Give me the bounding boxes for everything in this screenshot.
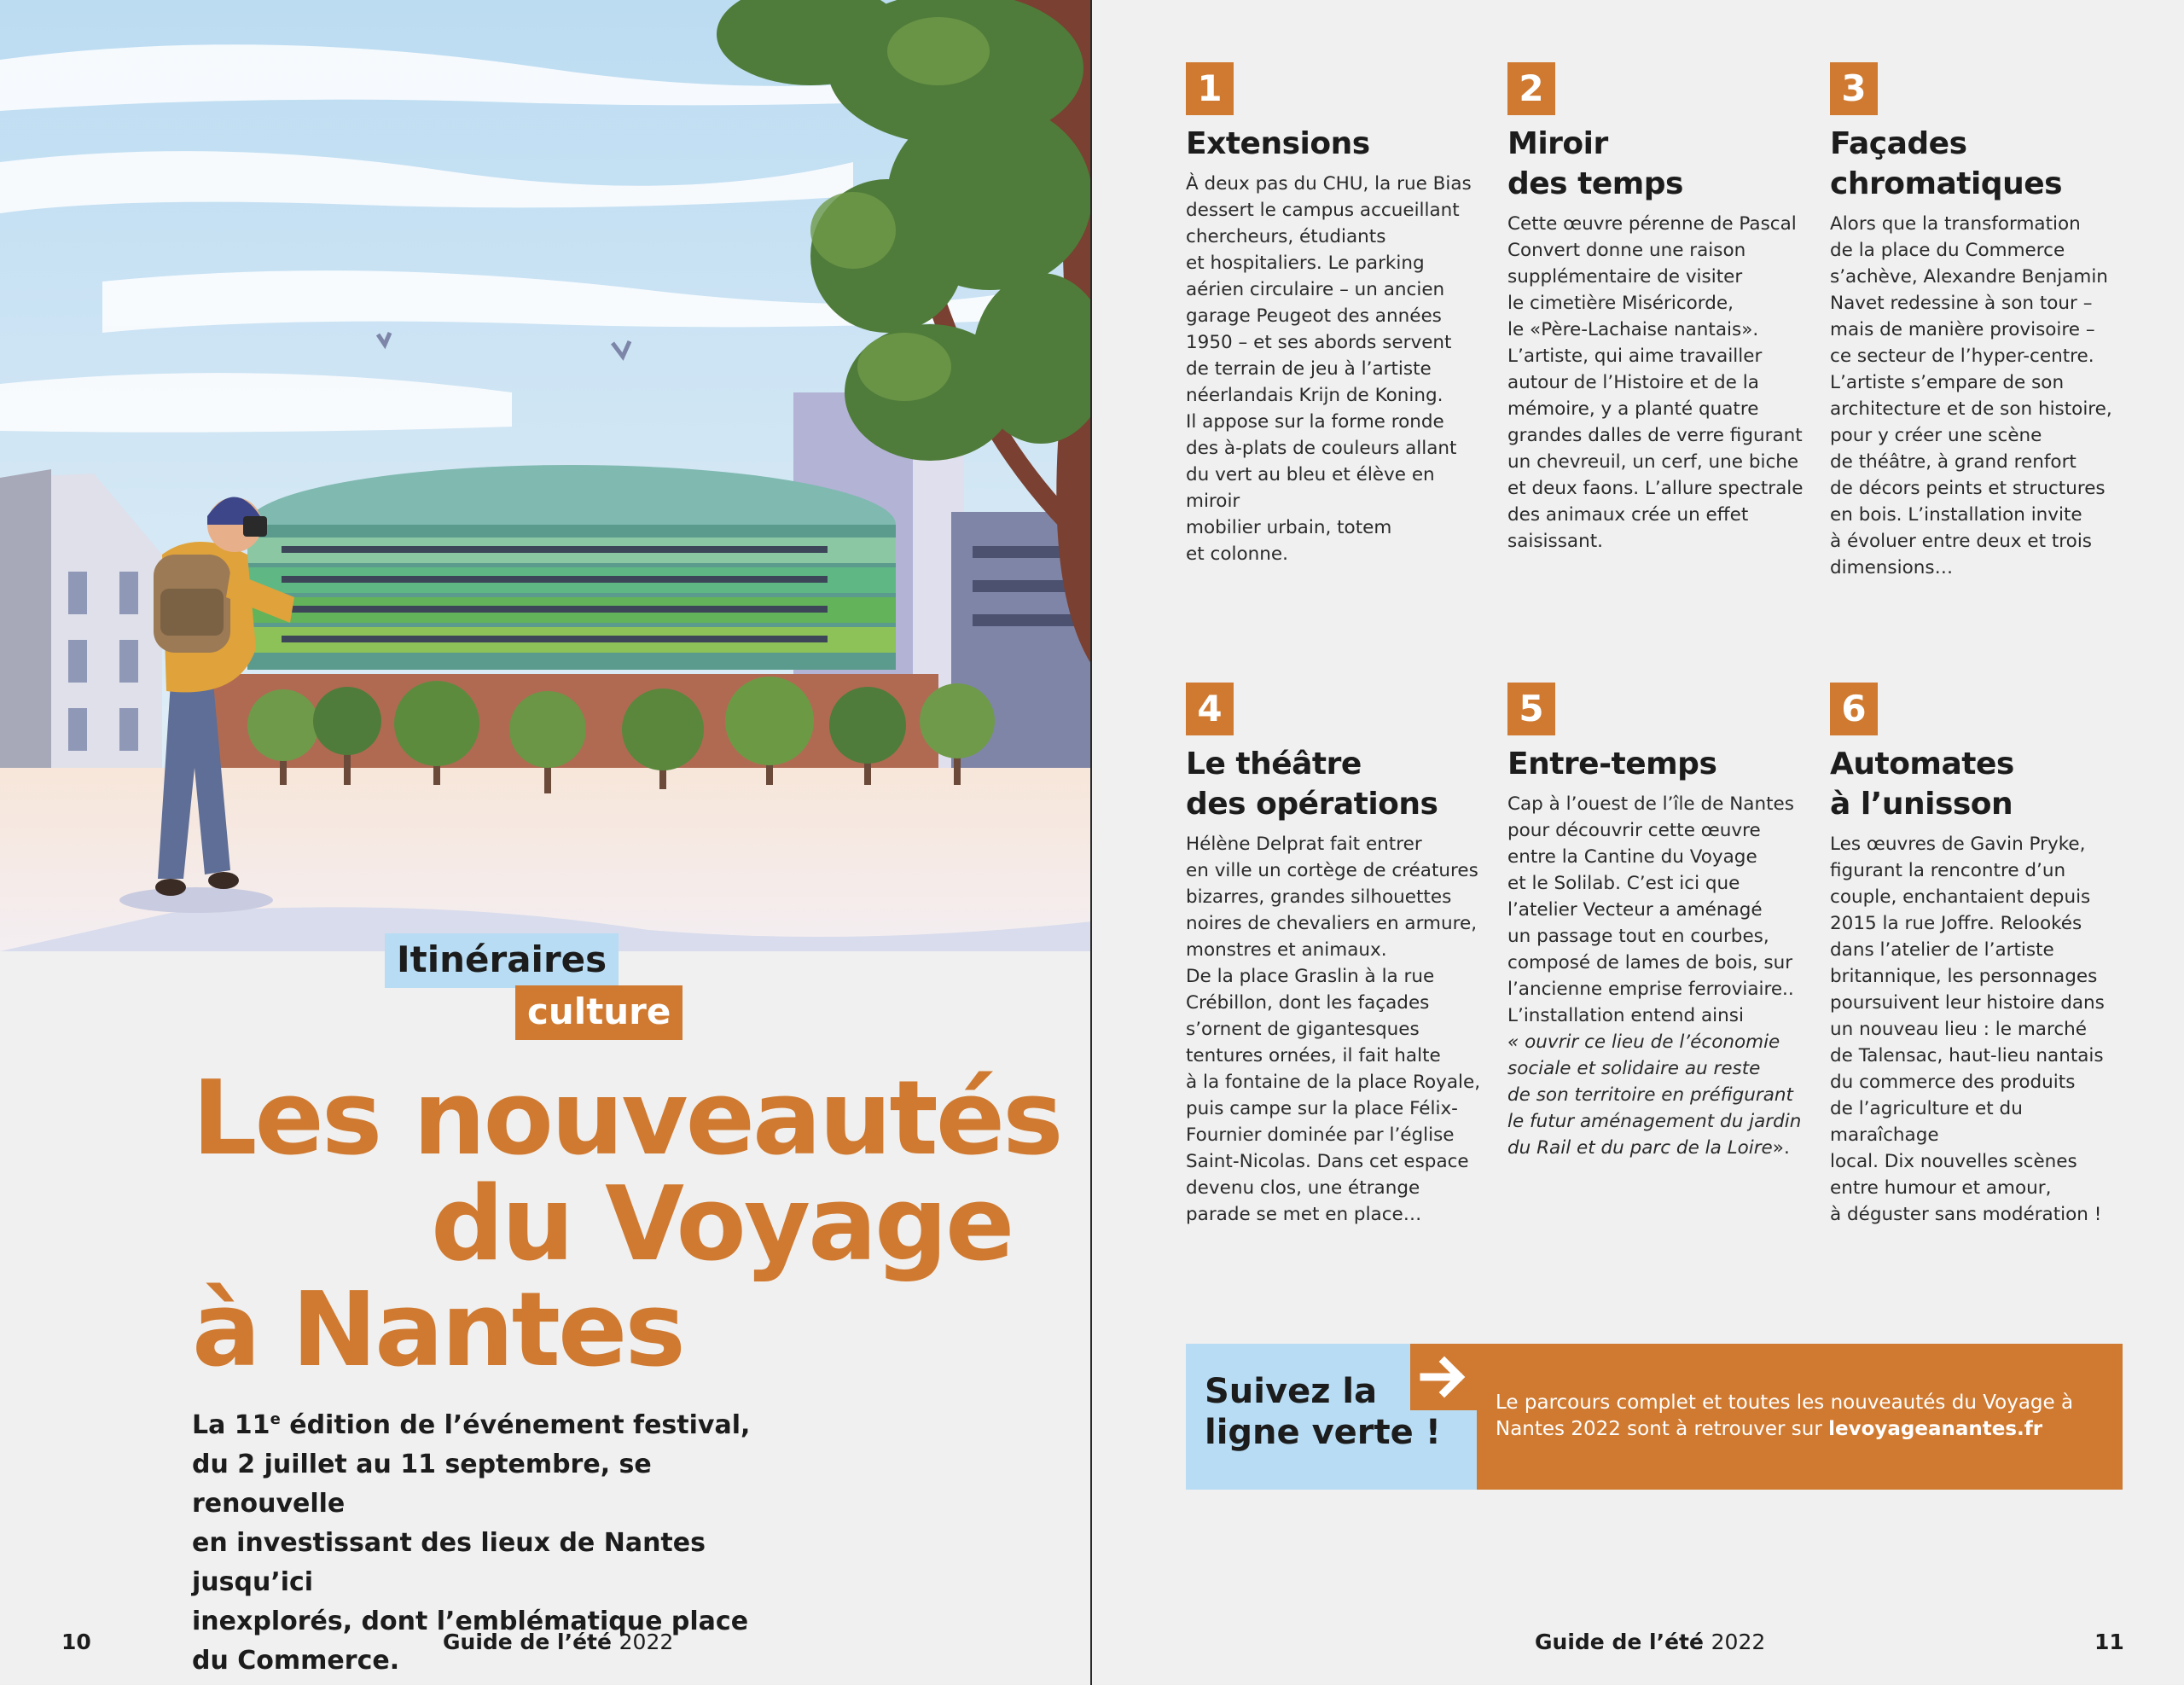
footer-year: 2022 <box>1711 1630 1766 1654</box>
intro-line-4: inexplorés, dont l’emblématique place <box>192 1607 749 1636</box>
arrow-right-icon <box>1410 1344 1477 1410</box>
item-number-badge: 6 <box>1830 683 1878 735</box>
intro-line-3: en investissant des lieux de Nantes jusqu’ici <box>192 1528 706 1597</box>
item-body-quote: ouvrir ce lieu de l’économie sociale et solidaire au reste de son territoire en préfigurant le futur aménagement du jardin du Rail et du parc de la Loire <box>1507 1031 1802 1159</box>
item-body: Alors que la transformation de la place du Commerce s’achève, Alexandre Benjamin Navet redessine à son tour – mais de manière provisoire – ce secteur de l’hyper-centre. L’artiste s’empare de son architecture et de son histoire, pour y créer une scène de théâtre, à grand renfort de décors peints et structures en bois. L’installation invite à évoluer entre deux et trois dimensions… <box>1830 213 2112 578</box>
item-body: Hélène Delprat fait entrer en ville un cortège de créatures bizarres, grandes silhouettes noires de chevaliers en armure, monstres et animaux. De la place Graslin à la rue Crébillon, dont les façades s’ornent de gigantesques tentures ornées, il fait halte à la fontaine de la place Royale, puis campe sur la place Félix- Fournier dominée par l’église Saint-Nicolas. Dans cet espace devenu clos, une étrange parade se met en place… <box>1186 834 1481 1225</box>
item-title: Miroir des temps <box>1507 126 1683 201</box>
running-footer-left <box>443 1630 673 1654</box>
kicker-tag-itineraires: Itinéraires <box>385 933 619 988</box>
intro-line-5: du Commerce. <box>192 1646 400 1676</box>
page-number-left: 10 <box>61 1630 91 1654</box>
footer-guide-label: Guide de l’été <box>443 1630 612 1654</box>
headline-line-2: du Voyage <box>431 1165 1013 1284</box>
item-number-badge: 5 <box>1507 683 1555 735</box>
item-number-badge: 2 <box>1507 62 1555 115</box>
kicker-tag-culture: culture <box>515 985 682 1040</box>
item-title: Façades chromatiques <box>1830 126 2063 201</box>
callout-website-link[interactable]: levoyageanantes.fr <box>1828 1418 2043 1440</box>
intro-part-1: La 11 <box>192 1410 270 1440</box>
footer-year: 2022 <box>619 1630 674 1654</box>
item-body: Les œuvres de Gavin Pryke, figurant la rencontre d’un couple, enchantaient depuis 2015 la rue Joffre. Relookés dans l’atelier de l’artiste britannique, les personnages poursuivent leur histoire dans un nouveau lieu : le marché de Talensac, haut-lieu nantais du commerce des produits de l’agriculture et du maraîchage local. Dix nouvelles scènes entre humour et amour, à déguster sans modération ! <box>1830 834 2105 1225</box>
callout-sentence: Le parcours complet et toutes les nouveautés du Voyage à Nantes 2022 sont à retrouver sur <box>1496 1392 2074 1440</box>
item-number-badge: 1 <box>1186 62 1234 115</box>
item-body <box>1507 791 1806 1161</box>
callout-suivez-la-ligne-verte <box>1186 1344 2123 1490</box>
item-body-quote-open: « <box>1507 1031 1519 1053</box>
callout-title: Suivez la ligne verte ! <box>1205 1372 1441 1452</box>
item-body-quote-close: ». <box>1772 1137 1790 1159</box>
feature-item-3 <box>1830 62 2129 581</box>
illustration-photographer-parking <box>0 0 1092 951</box>
feature-item-5 <box>1507 683 1806 1161</box>
feature-item-6 <box>1830 683 2129 1228</box>
item-title: Automates à l’unisson <box>1830 747 2014 822</box>
item-body: À deux pas du CHU, la rue Bias dessert le campus accueillant chercheurs, étudiants et hospitaliers. Le parking aérien circulaire – un ancien garage Peugeot des années 1950 – et ses abords servent de terrain de jeu à l’artiste néerlandais Krijn de Koning. Il appose sur la forme ronde des à-plats de couleurs allant du vert au bleu et élève en miroir mobilier urbain, totem et colonne. <box>1186 173 1472 565</box>
page-number-right: 11 <box>2094 1630 2124 1654</box>
intro-part-2: édition de l’événement festival, <box>280 1410 751 1440</box>
footer-guide-label: Guide de l’été <box>1535 1630 1704 1654</box>
callout-text-box <box>1477 1344 2123 1490</box>
item-title: Entre-temps <box>1507 747 1717 781</box>
page-headline <box>192 1060 1061 1390</box>
intro-superscript: e <box>270 1410 281 1428</box>
item-title: Le théâtre des opérations <box>1186 747 1438 822</box>
running-footer-right <box>1535 1630 1765 1654</box>
intro-line-2: du 2 juillet au 11 septembre, se renouvelle <box>192 1450 652 1519</box>
item-number-badge: 3 <box>1830 62 1878 115</box>
feature-item-2 <box>1507 62 1806 555</box>
callout-text <box>1496 1390 2101 1443</box>
item-title: Extensions <box>1186 126 1370 161</box>
headline-line-3: à Nantes <box>192 1271 683 1390</box>
headline-line-1: Les nouveautés <box>192 1060 1061 1178</box>
item-number-badge: 4 <box>1186 683 1234 735</box>
feature-item-1 <box>1186 62 1484 567</box>
item-body: Cette œuvre pérenne de Pascal Convert donne une raison supplémentaire de visiter le cimetière Miséricorde, le «Père-Lachaise nantais». L’artiste, qui aime travailler autour de l’Histoire et de la mémoire, y a planté quatre grandes dalles de verre figurant un chevreuil, un cerf, une biche et deux faons. L’allure spectrale des animaux crée un effet saisissant. <box>1507 213 1804 552</box>
item-body-text: Cap à l’ouest de l’île de Nantes pour découvrir cette œuvre entre la Cantine du Voyage et le Solilab. C’est ici que l’atelier Vecteur a aménagé un passage tout en courbes, composé de lames de bois, sur l’ancienne emprise ferroviaire.. L’installation entend ainsi <box>1507 793 1794 1026</box>
right-page <box>1092 0 2184 1685</box>
feature-item-4 <box>1186 683 1484 1228</box>
